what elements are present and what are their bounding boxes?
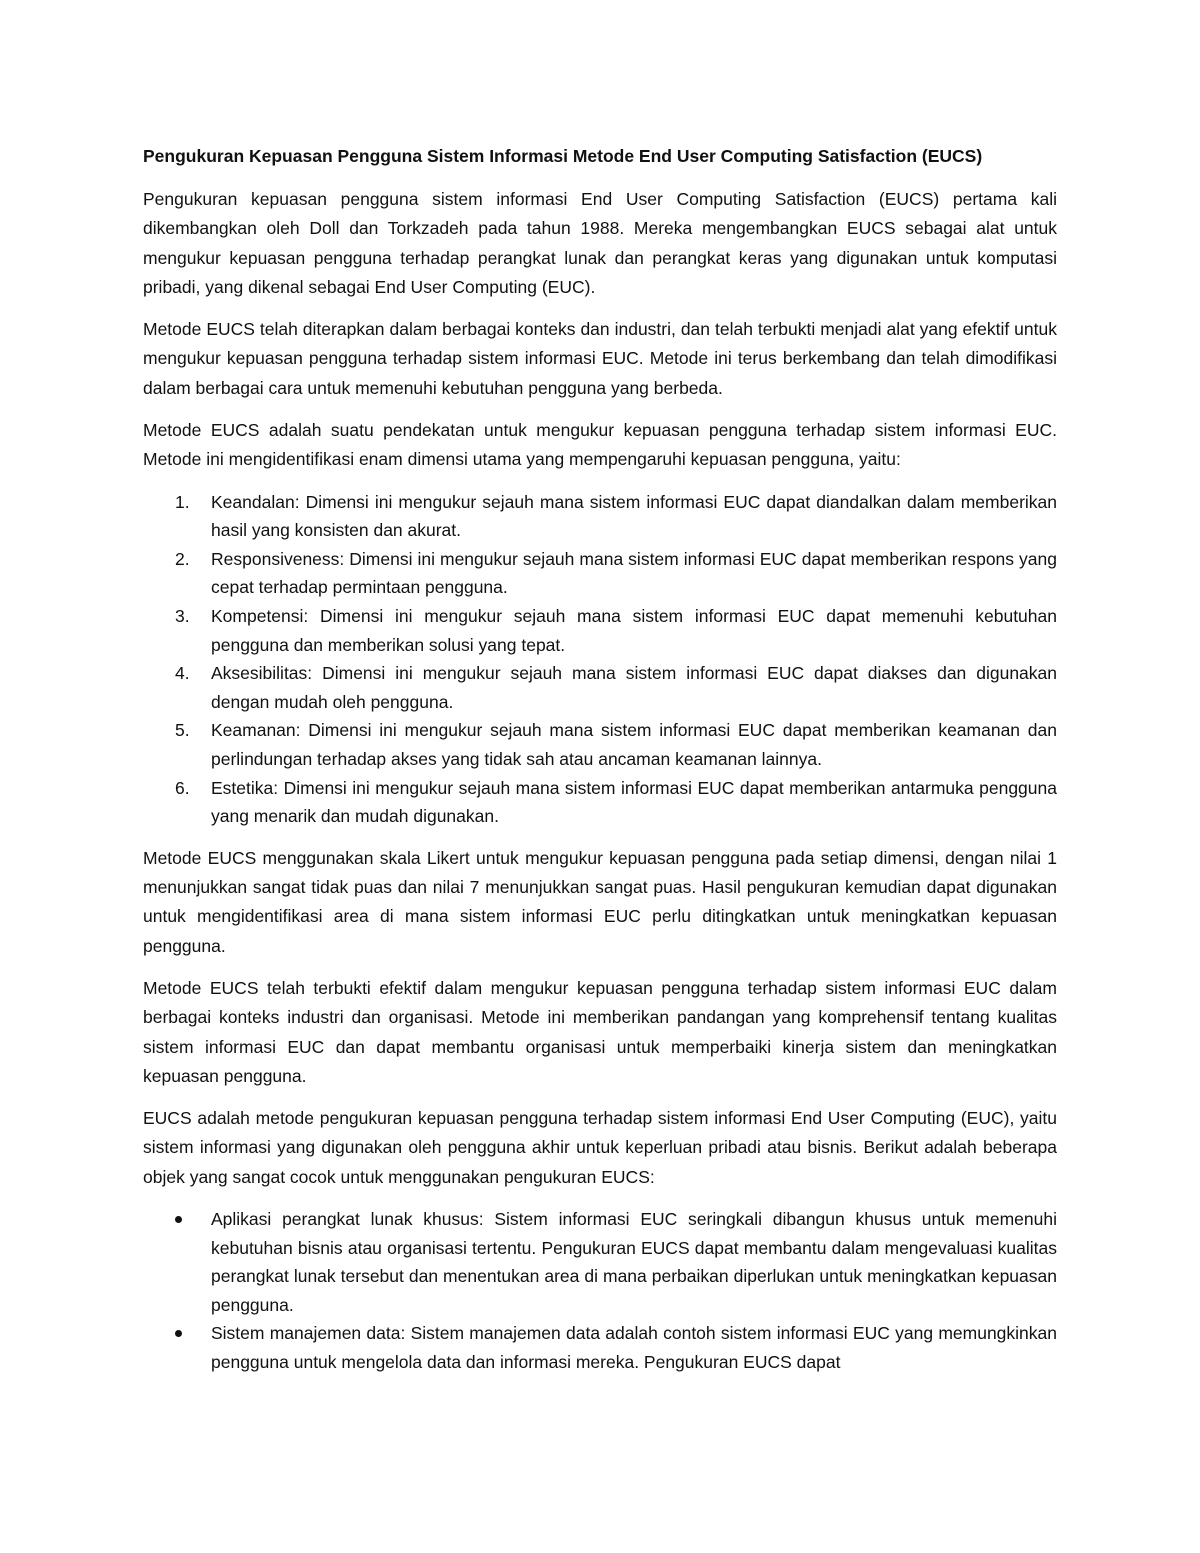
list-item-text: Aksesibilitas: Dimensi ini mengukur sejauh mana sistem informasi EUC dapat diakses dan digunakan dengan mudah oleh pengguna. xyxy=(211,663,1057,712)
list-number: 3. xyxy=(175,606,190,627)
list-number: 4. xyxy=(175,663,190,684)
paragraph-eucs-origin: Pengukuran kepuasan pengguna sistem informasi End User Computing Satisfaction (EUCS) pertama kali dikembangkan oleh Doll dan Torkzadeh pada tahun 1988. Mereka mengembangkan EUCS sebagai alat untuk mengukur kepuasan pengguna terhadap perangkat lunak dan perangkat keras yang digunakan untuk komputasi pribadi, yang dikenal sebagai End User Computing (EUC). xyxy=(143,189,1057,297)
document-title: Pengukuran Kepuasan Pengguna Sistem Informasi Metode End User Computing Satisfaction (EUCS) xyxy=(143,146,983,166)
list-item xyxy=(143,716,1057,773)
list-number: 6. xyxy=(175,777,190,798)
list-item xyxy=(143,602,1057,659)
list-item xyxy=(143,488,1057,545)
list-item xyxy=(143,545,1057,602)
list-item xyxy=(143,659,1057,716)
objects-list xyxy=(143,1205,1057,1377)
list-item-text: Estetika: Dimensi ini mengukur sejauh mana sistem informasi EUC dapat memberikan antarmuka pengguna yang menarik dan mudah digunakan. xyxy=(211,777,1057,827)
paragraph-eucs-effectiveness: Metode EUCS telah terbukti efektif dalam mengukur kepuasan pengguna terhadap sistem informasi EUC dalam berbagai konteks industri dan organisasi. Metode ini memberikan pandangan yang komprehensif tentang kualitas sistem informasi EUC dan dapat membantu organisasi untuk memperbaiki kinerja sistem dan meningkatkan kepuasan pengguna. xyxy=(143,977,1057,1086)
bullet-icon xyxy=(175,1216,182,1223)
list-item-text: Aplikasi perangkat lunak khusus: Sistem informasi EUC seringkali dibangun khusus untuk memenuhi kebutuhan bisnis atau organisasi tertentu. Pengukuran EUCS dapat membantu dalam mengevaluasi kualitas perangkat lunak tersebut dan menentukan area di mana perbaikan diperlukan untuk meningkatkan kepuasan pengguna. xyxy=(211,1209,1057,1315)
list-item xyxy=(143,1205,1057,1319)
list-item-text: Responsiveness: Dimensi ini mengukur sejauh mana sistem informasi EUC dapat memberikan respons yang cepat terhadap permintaan pengguna. xyxy=(211,548,1057,598)
paragraph-likert-scale: Metode EUCS menggunakan skala Likert untuk mengukur kepuasan pengguna pada setiap dimensi, dengan nilai 1 menunjukkan sangat tidak puas dan nilai 7 menunjukkan sangat puas. Hasil pengukuran kemudian dapat digunakan untuk mengidentifikasi area di mana sistem informasi EUC perlu ditingkatkan untuk meningkatkan kepuasan pengguna. xyxy=(143,847,1057,956)
list-item xyxy=(143,1319,1057,1376)
list-item xyxy=(143,774,1057,831)
list-item-text: Keamanan: Dimensi ini mengukur sejauh mana sistem informasi EUC dapat memberikan keamanan dan perlindungan terhadap akses yang tidak sah atau ancaman keamanan lainnya. xyxy=(211,720,1057,770)
dimensions-list xyxy=(143,488,1057,831)
document-page xyxy=(143,142,1057,1390)
paragraph-eucs-dimensions-intro: Metode EUCS adalah suatu pendekatan untuk mengukur kepuasan pengguna terhadap sistem informasi EUC. Metode ini mengidentifikasi enam dimensi utama yang mempengaruhi kepuasan pengguna, yaitu: xyxy=(143,420,1057,470)
list-item-text: Keandalan: Dimensi ini mengukur sejauh mana sistem informasi EUC dapat diandalkan dalam memberikan hasil yang konsisten dan akurat. xyxy=(211,491,1057,541)
list-number: 5. xyxy=(175,720,190,741)
paragraph-eucs-application: Metode EUCS telah diterapkan dalam berbagai konteks dan industri, dan telah terbukti menjadi alat yang efektif untuk mengukur kepuasan pengguna terhadap sistem informasi EUC. Metode ini terus berkembang dan telah dimodifikasi dalam berbagai cara untuk memenuhi kebutuhan pengguna yang berbeda. xyxy=(143,319,1057,398)
bullet-icon xyxy=(175,1330,182,1337)
paragraph-eucs-objects-intro: EUCS adalah metode pengukuran kepuasan pengguna terhadap sistem informasi End User Computing (EUC), yaitu sistem informasi yang digunakan oleh pengguna akhir untuk keperluan pribadi atau bisnis. Berikut adalah beberapa objek yang sangat cocok untuk menggunakan pengukuran EUCS: xyxy=(143,1108,1057,1187)
list-number: 2. xyxy=(175,548,190,569)
list-number: 1. xyxy=(175,491,190,512)
list-item-text: Kompetensi: Dimensi ini mengukur sejauh mana sistem informasi EUC dapat memenuhi kebutuhan pengguna dan memberikan solusi yang tepat. xyxy=(211,606,1057,655)
list-item-text: Sistem manajemen data: Sistem manajemen data adalah contoh sistem informasi EUC yang memungkinkan pengguna untuk mengelola data dan informasi mereka. Pengukuran EUCS dapat xyxy=(211,1323,1057,1373)
